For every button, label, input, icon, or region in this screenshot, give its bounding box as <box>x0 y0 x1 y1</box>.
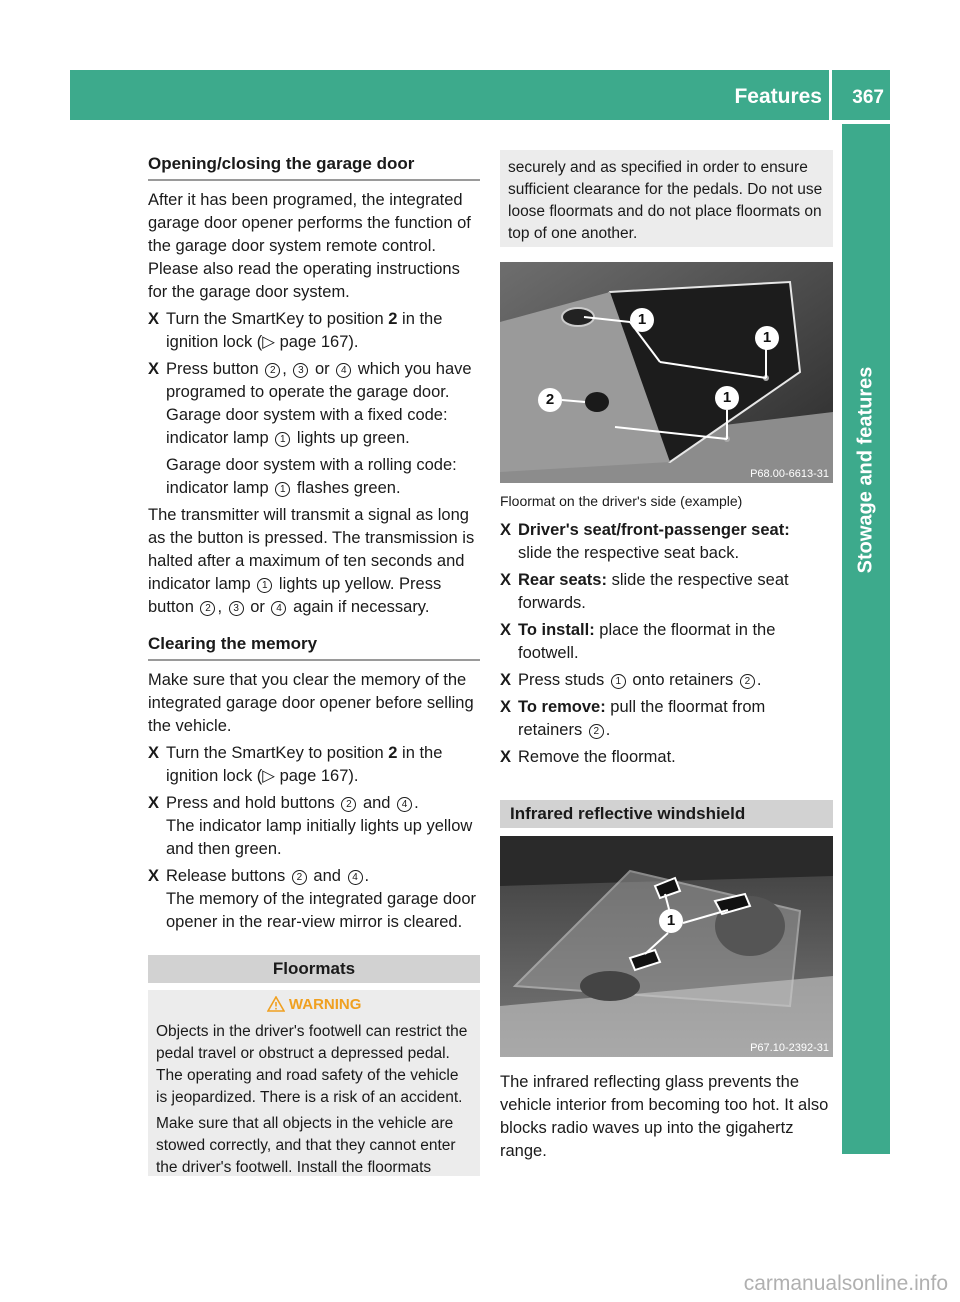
floormats-heading-bar <box>148 955 480 983</box>
page-number: 367 <box>852 87 884 108</box>
garage-transmitter-text: The transmitter will transmit a signal as long as the button is pressed. The transmission is halted after a maximum of ten seconds and indicator lamp 1 lights up yellow. Press button 2 , 3 or 4 again if necessary. <box>148 506 475 616</box>
section-title: Features <box>734 85 822 108</box>
num-2-icon: 2 <box>589 724 604 739</box>
floormat-caption: Floormat on the driver's side (example) <box>500 493 743 509</box>
num-3-icon: 3 <box>229 601 244 616</box>
num-4-icon: 4 <box>336 363 351 378</box>
num-2-icon: 2 <box>292 870 307 885</box>
left-column <box>148 152 480 934</box>
clearing-step-2: X Press and hold buttons 2 and 4 . The indicator lamp initially lights up yellow and then green. <box>148 792 480 861</box>
header-divider <box>829 70 832 120</box>
watermark: carmanualsonline.info <box>743 1272 948 1295</box>
warning-text-1: Objects in the driver's footwell can restrict the pedal travel or obstruct a depressed pedal. The operating and road safety of the vehicle is jeopardized. There is a risk of an accident. <box>156 1023 468 1106</box>
garage-intro: After it has been programed, the integrated garage door opener performs the function of the garage door system remote control. Please also read the operating instructions for the garage door system. <box>148 191 471 301</box>
clearing-intro: Make sure that you clear the memory of the integrated garage door opener before selling the vehicle. <box>148 671 474 735</box>
windshield-heading: Infrared reflective windshield <box>510 804 746 823</box>
callout-1: 1 <box>659 909 683 933</box>
floormat-photo <box>500 262 833 483</box>
divider <box>148 659 480 661</box>
warning-text-3: securely and as specified in order to ensure sufficient clearance for the pedals. Do not use loose floormats and do not place floormats on top of one another. <box>508 159 823 242</box>
clearing-step-1: X Turn the SmartKey to position 2 in the ignition lock (▷ page 167). <box>148 742 480 788</box>
warning-text-2: Make sure that all objects in the vehicle are stowed correctly, and that they cannot enter the driver's footwell. Install the floormats <box>156 1115 456 1176</box>
num-1-icon: 1 <box>275 482 290 497</box>
garage-step-2: X Press button 2 , 3 or 4 which you have programed to operate the garage door. Garage door system with a fixed code: indicator lamp 1 lights up green. Garage door system with a rolling code: indicator lamp 1 flashes green. <box>148 358 480 500</box>
num-3-icon: 3 <box>293 363 308 378</box>
clearing-step-2-result: The indicator lamp initially lights up yellow and then green. <box>166 817 473 858</box>
num-1-icon: 1 <box>275 432 290 447</box>
windshield-photo <box>500 836 833 1057</box>
floormat-step-4: X Press studs 1 onto retainers 2 . <box>500 669 833 692</box>
photo-code: P67.10-2392-31 <box>750 1042 829 1054</box>
callout-1: 1 <box>715 386 739 410</box>
callout-1: 1 <box>755 326 779 350</box>
num-4-icon: 4 <box>271 601 286 616</box>
floormat-step-3: X To install: place the floormat in the footwell. <box>500 619 833 665</box>
garage-fixed-code: Garage door system with a fixed code: indicator lamp 1 lights up green. <box>166 406 448 447</box>
num-2-icon: 2 <box>265 363 280 378</box>
floormat-step-5: X To remove: pull the floormat from retainers 2 . <box>500 696 833 742</box>
num-1-icon: 1 <box>611 674 626 689</box>
garage-rolling-code: Garage door system with a rolling code: indicator lamp 1 flashes green. <box>166 456 457 497</box>
callout-2: 2 <box>538 388 562 412</box>
warning-box-continued <box>500 150 833 247</box>
divider <box>148 179 480 181</box>
num-2-icon: 2 <box>200 601 215 616</box>
floormat-step-6: X Remove the floormat. <box>500 746 833 769</box>
garage-step-1: X Turn the SmartKey to position 2 in the ignition lock (▷ page 167). <box>148 308 480 354</box>
clearing-step-3: X Release buttons 2 and 4 . The memory of the integrated garage door opener in the rear-view mirror is cleared. <box>148 865 480 934</box>
page-header <box>70 70 890 120</box>
floormat-step-2: X Rear seats: slide the respective seat forwards. <box>500 569 833 615</box>
windshield-text: The infrared reflecting glass prevents the vehicle interior from becoming too hot. It also blocks radio waves up into the gigahertz range. <box>500 1073 829 1160</box>
num-2-icon: 2 <box>341 797 356 812</box>
side-tab <box>842 124 890 1154</box>
clearing-step-3-result: The memory of the integrated garage door opener in the rear-view mirror is cleared. <box>166 890 477 931</box>
num-1-icon: 1 <box>257 578 272 593</box>
warning-triangle-icon <box>267 996 285 1019</box>
side-tab-label: Stowage and features <box>854 366 877 574</box>
num-2-icon: 2 <box>740 674 755 689</box>
floormat-step-1: X Driver's seat/front-passenger seat: slide the respective seat back. <box>500 519 833 565</box>
callout-1: 1 <box>630 308 654 332</box>
warning-box <box>148 990 480 1176</box>
warning-heading: WARNING <box>156 994 472 1019</box>
clearing-heading: Clearing the memory <box>148 634 318 653</box>
windshield-heading-bar <box>500 800 833 828</box>
num-4-icon: 4 <box>348 870 363 885</box>
garage-heading: Opening/closing the garage door <box>148 154 415 173</box>
floormats-heading: Floormats <box>272 959 356 978</box>
floormat-steps <box>500 519 833 769</box>
num-4-icon: 4 <box>397 797 412 812</box>
photo-code: P68.00-6613-31 <box>750 468 829 480</box>
